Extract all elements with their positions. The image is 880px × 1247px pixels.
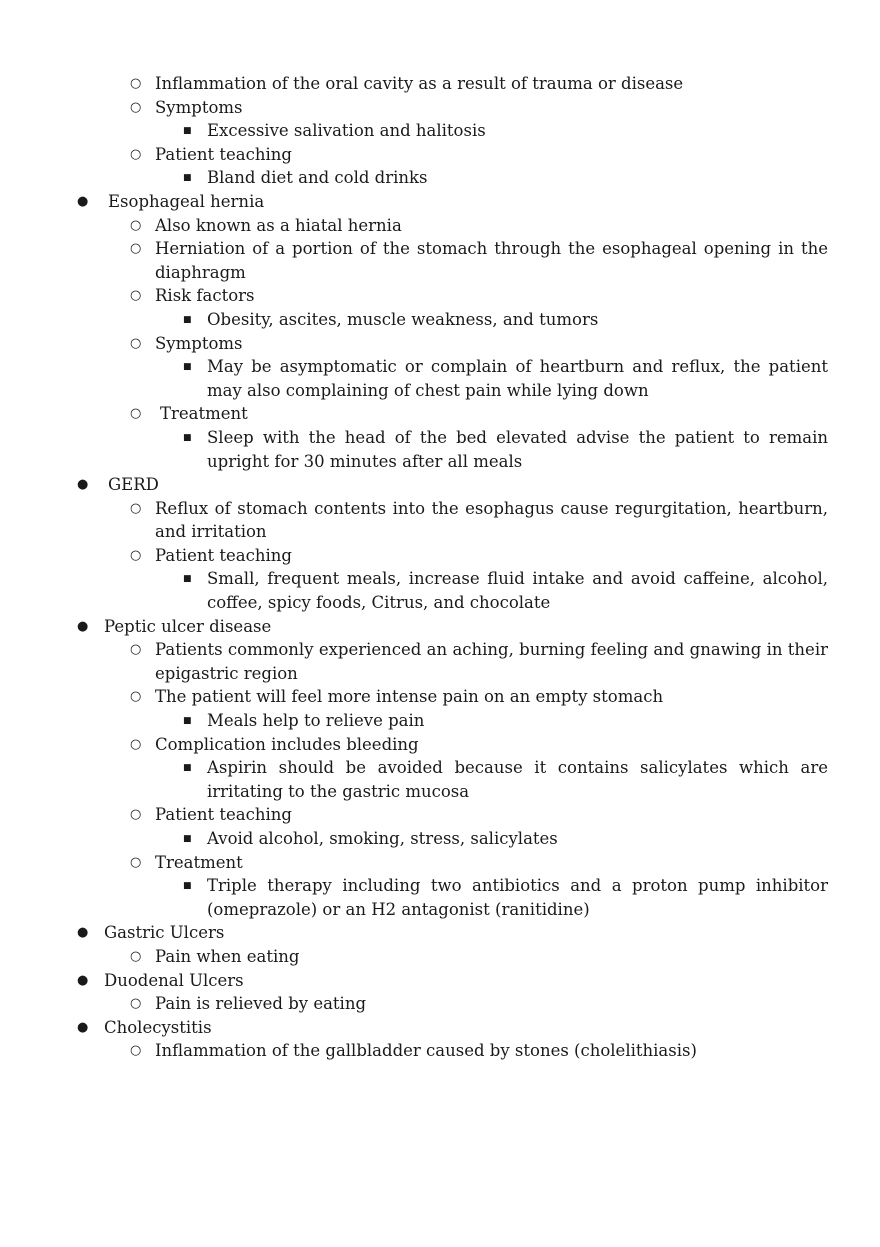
list-item [0,237,880,284]
list-item [0,190,880,214]
list-item-text: Aspirin should be avoided because it contains salicylates which are irritating to the gastric mucosa [207,758,828,801]
list-item-text: Bland diet and cold drinks [207,168,428,188]
list-item-text: Risk factors [155,286,255,306]
list-item [0,992,880,1016]
disc-bullet-icon: ● [77,477,89,493]
list-item-text: Also known as a hiatal hernia [155,215,402,235]
list-item-text: Treatment [160,404,248,424]
list-item [0,332,880,356]
list-item [0,685,880,709]
list-item [0,355,880,402]
list-item [0,214,880,238]
square-bullet-icon: ■ [183,432,192,443]
list-item [0,1016,880,1040]
list-item [0,96,880,120]
section-heading: Duodenal Ulcers [104,970,244,990]
list-item [0,72,880,96]
list-item [0,709,880,733]
list-item [0,851,880,875]
circle-bullet-icon: ○ [130,241,142,257]
list-item-text: Inflammation of the gallbladder caused by stones (cholelithiasis) [155,1041,697,1061]
list-item-text: Herniation of a portion of the stomach through the esophageal opening in the diaphragm [155,239,828,282]
list-item-text: Treatment [155,852,243,872]
list-item-text: Complication includes bleeding [155,734,419,754]
list-item-text: Symptoms [155,333,243,353]
square-bullet-icon: ■ [183,314,192,325]
list-item-text: Pain when eating [155,946,300,966]
list-item-text: Patient teaching [155,805,292,825]
list-item [0,402,880,426]
list-item [0,567,880,614]
circle-bullet-icon: ○ [130,642,142,658]
list-item-text: Small, frequent meals, increase fluid intake and avoid caffeine, alcohol, coffee, spicy foods, Citrus, and chocolate [207,569,828,613]
list-item [0,308,880,332]
circle-bullet-icon: ○ [130,1043,142,1059]
circle-bullet-icon: ○ [130,689,142,705]
list-item [0,874,880,921]
section-heading: GERD [108,475,159,495]
section-heading: Cholecystitis [104,1017,212,1037]
circle-bullet-icon: ○ [130,996,142,1012]
section-heading: Esophageal hernia [108,191,265,211]
list-item [0,969,880,993]
disc-bullet-icon: ● [77,1019,89,1035]
list-item [0,1039,880,1063]
list-item [0,473,880,497]
square-bullet-icon: ■ [183,716,192,727]
disc-bullet-icon: ● [77,925,89,941]
circle-bullet-icon: ○ [130,500,142,516]
list-item-text: May be asymptomatic or complain of heartburn and reflux, the patient may also complaining of chest pain while lying down [207,357,828,400]
list-item-text: Pain is relieved by eating [155,994,367,1014]
circle-bullet-icon: ○ [130,288,142,304]
list-item-text: Reflux of stomach contents into the esophagus cause regurgitation, heartburn, and irritation [155,498,828,542]
list-item [0,803,880,827]
square-bullet-icon: ■ [183,763,192,774]
list-item-text: Avoid alcohol, smoking, stress, salicylates [207,829,558,848]
circle-bullet-icon: ○ [130,736,142,752]
square-bullet-icon: ■ [183,362,192,373]
circle-bullet-icon: ○ [130,807,142,823]
circle-bullet-icon: ○ [130,547,142,563]
square-bullet-icon: ■ [183,574,192,585]
list-item-text: Obesity, ascites, muscle weakness, and tumors [207,309,599,329]
disc-bullet-icon: ● [77,972,89,988]
list-item-text: Meals help to relieve pain [207,711,425,731]
circle-bullet-icon: ○ [130,76,142,91]
list-item [0,733,880,757]
list-item-text: Patient teaching [155,144,292,164]
list-item [0,921,880,945]
list-item [0,615,880,639]
square-bullet-icon: ■ [183,126,192,137]
section-heading: Peptic ulcer disease [104,616,272,636]
list-item [0,497,880,544]
list-item-text: Symptoms [155,97,243,117]
square-bullet-icon: ■ [183,173,192,184]
list-item-text: The patient will feel more intense pain on an empty stomach [155,687,664,707]
list-item [0,638,880,685]
list-item-text: Inflammation of the oral cavity as a result of trauma or disease [155,74,684,93]
circle-bullet-icon: ○ [130,335,142,351]
disc-bullet-icon: ● [77,193,89,209]
list-item [0,426,880,473]
list-item-text: Excessive salivation and halitosis [207,121,486,141]
circle-bullet-icon: ○ [130,99,142,115]
list-item [0,756,880,803]
square-bullet-icon: ■ [183,881,192,892]
circle-bullet-icon: ○ [130,854,142,870]
section-heading: Gastric Ulcers [104,923,225,943]
list-item-text: Patient teaching [155,545,292,565]
circle-bullet-icon: ○ [130,406,142,422]
circle-bullet-icon: ○ [130,948,142,964]
disc-bullet-icon: ● [77,618,89,634]
list-item [0,827,880,851]
list-item [0,143,880,167]
list-item [0,119,880,143]
circle-bullet-icon: ○ [130,146,142,162]
list-item-text: Sleep with the head of the bed elevated advise the patient to remain upright for 30 minutes after all meals [207,427,828,471]
square-bullet-icon: ■ [183,834,192,844]
list-item [0,945,880,969]
list-item [0,544,880,568]
circle-bullet-icon: ○ [130,217,142,233]
document-page [0,72,880,1063]
list-item-text: Patients commonly experienced an aching, burning feeling and gnawing in their epigastric region [155,640,828,683]
list-item [0,284,880,308]
list-item-text: Triple therapy including two antibiotics and a proton pump inhibitor (omeprazole) or an H2 antagonist (ranitidine) [207,876,828,919]
list-item [0,166,880,190]
